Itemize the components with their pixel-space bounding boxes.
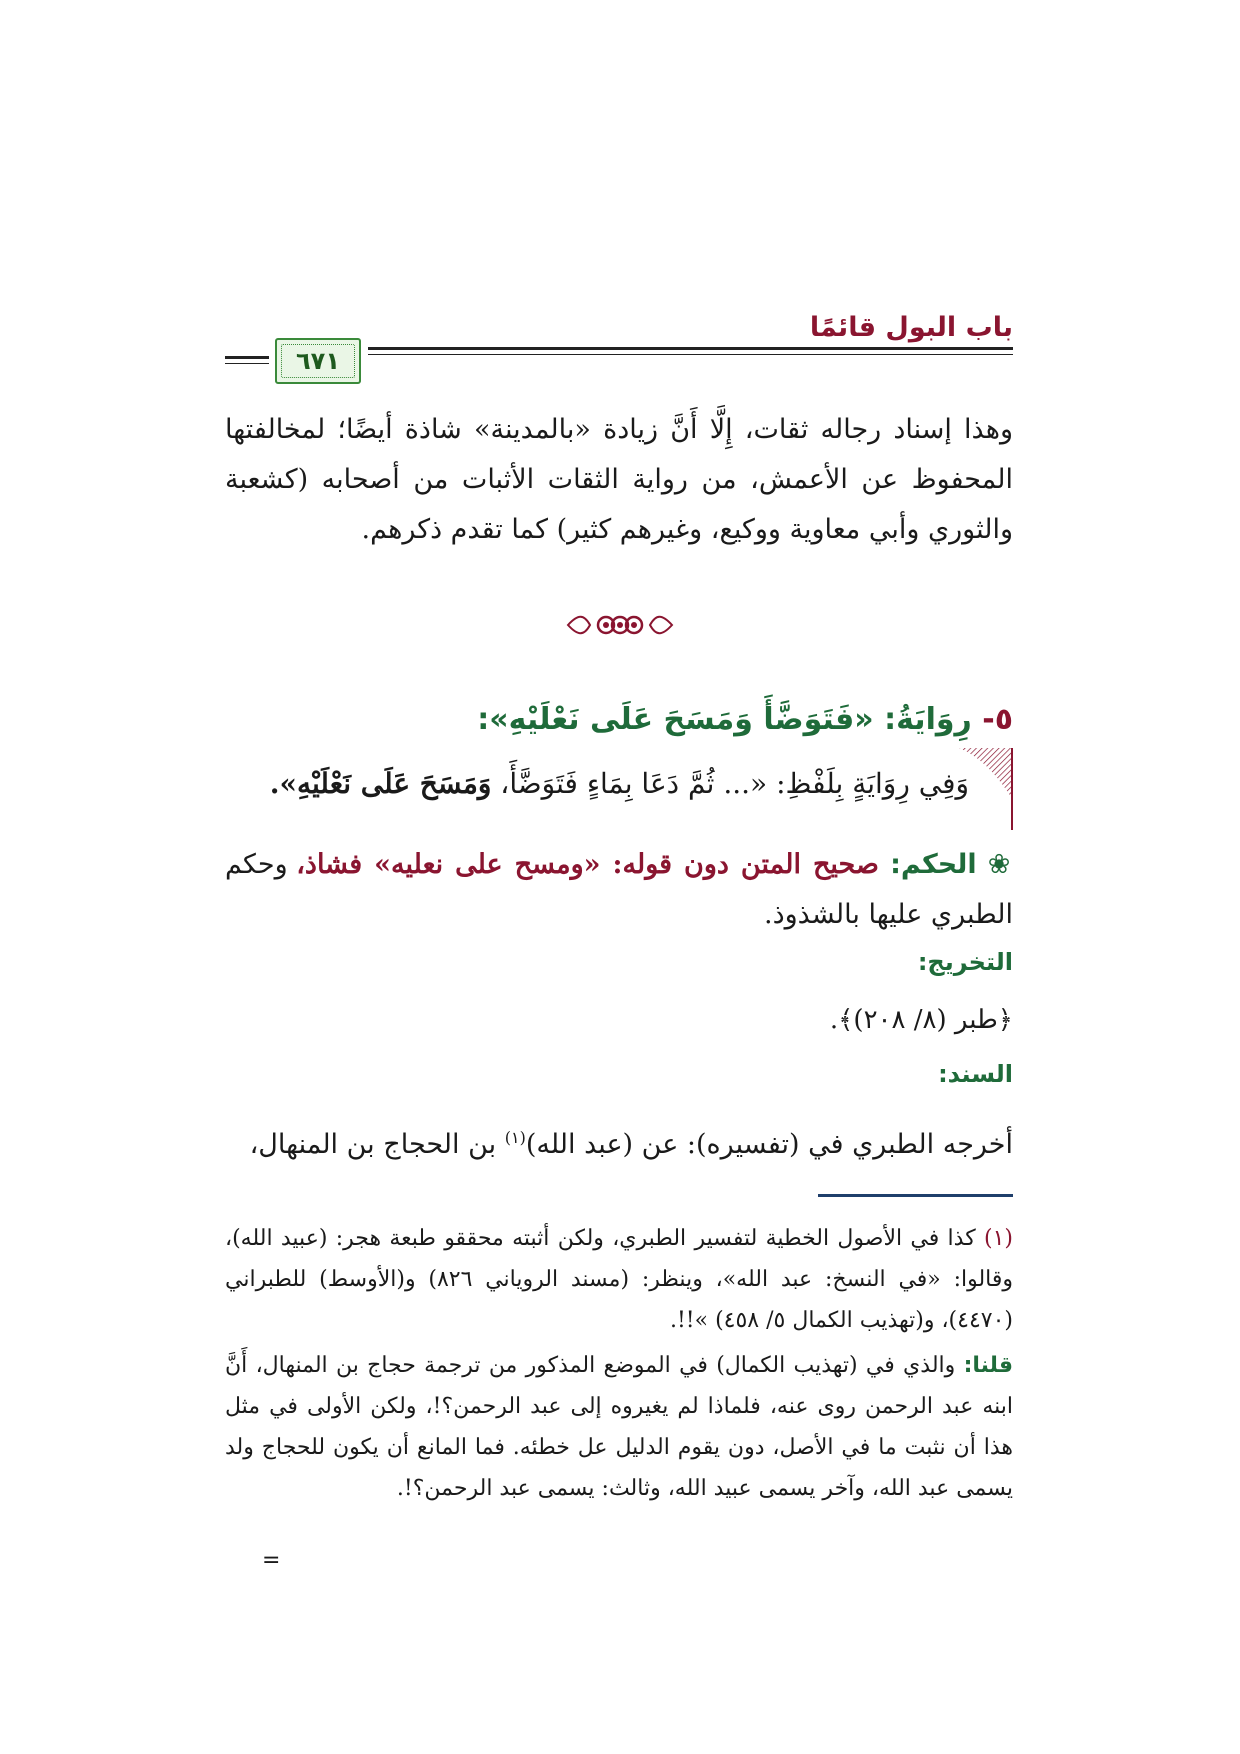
quote-text (225, 760, 969, 808)
header-rule-top (368, 347, 1013, 350)
quote-emphasis: وَمَسَحَ عَلَى نَعْلَيْهِ». (269, 767, 492, 800)
quote-lead: وَفِي رِوَايَةٍ بِلَفْظِ: «... ثُمَّ دَعَا بِمَاءٍ فَتَوَضَّأَ، (500, 767, 969, 800)
sanad-heading: السند: (938, 1060, 1013, 1088)
section-heading (477, 702, 1013, 737)
footnote-continuation-mark: = (262, 1548, 281, 1573)
ruling-label: الحكم: (890, 849, 977, 880)
quote-side-bar (1011, 748, 1013, 830)
sanad-text-before: أخرجه الطبري في (تفسيره): عن (عبد الله) (525, 1129, 1013, 1160)
section-title: رِوَايَةُ: «فَتَوَضَّأَ وَمَسَحَ عَلَى نَعْلَيْهِ»: (477, 702, 972, 737)
sanad-text (225, 1120, 1013, 1170)
footnote-separator (818, 1194, 1013, 1197)
hadith-quote-box (225, 748, 1013, 828)
ruling-rest: وحكم الطبري عليها بالشذوذ. (225, 849, 1013, 930)
header-rule-left-bottom (225, 363, 269, 364)
footnote-1-number: (١) (983, 1226, 1013, 1251)
qulna-label: قلنا: (963, 1353, 1014, 1378)
footnote-1 (225, 1218, 1013, 1341)
sanad-text-after: بن الحجاج بن المنهال، (249, 1129, 505, 1160)
ruling-paragraph (225, 840, 1013, 940)
ornament-icon (560, 610, 680, 640)
footnote-qulna (225, 1345, 1013, 1509)
header-rule-left-top (225, 356, 269, 359)
takhrij-text: ﴿طبر (٨/ ٢٠٨)﴾. (829, 1005, 1013, 1035)
section-divider-ornament (0, 610, 1240, 640)
header-rule-bottom (368, 354, 1013, 355)
qulna-text: والذي في (تهذيب الكمال) في الموضع المذكور من ترجمة حجاج بن المنهال، أَنَّ ابنه عبد الرحمن روى عنه، فلماذا لم يغيروه إلى عبد الرحمن؟!، ولكن الأولى في مثل هذا أن نثبت ما في الأصل، دون يقوم الدليل عل خطئه. فما المانع أن يكون للحجاج ولد يسمى عبد الله، وآخر يسمى عبيد الله، وثالث: يسمى عبد الرحمن؟!. (225, 1353, 1013, 1501)
footnote-1-text: كذا في الأصول الخطية لتفسير الطبري، ولكن أثبته محققو طبعة هجر: (عبيد الله)، وقالوا: «في النسخ: عبد الله»، وينظر: (مسند الروياني ٨٢٦) و(الأوسط) للطبراني (٤٤٧٠)، و(تهذيب الكمال ٥/ ٤٥٨) »!!. (225, 1226, 1014, 1333)
takhrij-heading: التخريج: (917, 948, 1013, 976)
section-number: ٥- (982, 702, 1013, 737)
page-number: ٦٧١ (296, 347, 340, 375)
page-number-badge (275, 338, 361, 384)
ruling-verdict: صحيح المتن دون قوله: «ومسح على نعليه» فشاذ، (296, 849, 879, 880)
running-title: باب البول قائمًا (809, 312, 1013, 343)
intro-paragraph: وهذا إسناد رجاله ثقات، إِلَّا أَنَّ زيادة «بالمدينة» شاذة أيضًا؛ لمخالفتها المحفوظ عن الأعمش، من رواية الثقات الأثبات من أصحابه (كشعبة والثوري وأبي معاوية ووكيع، وغيرهم كثير) كما تقدم ذكرهم. (225, 414, 1013, 545)
flower-bullet-icon: ❀ (987, 849, 1013, 880)
footnote-ref[interactable]: (١) (504, 1128, 526, 1147)
